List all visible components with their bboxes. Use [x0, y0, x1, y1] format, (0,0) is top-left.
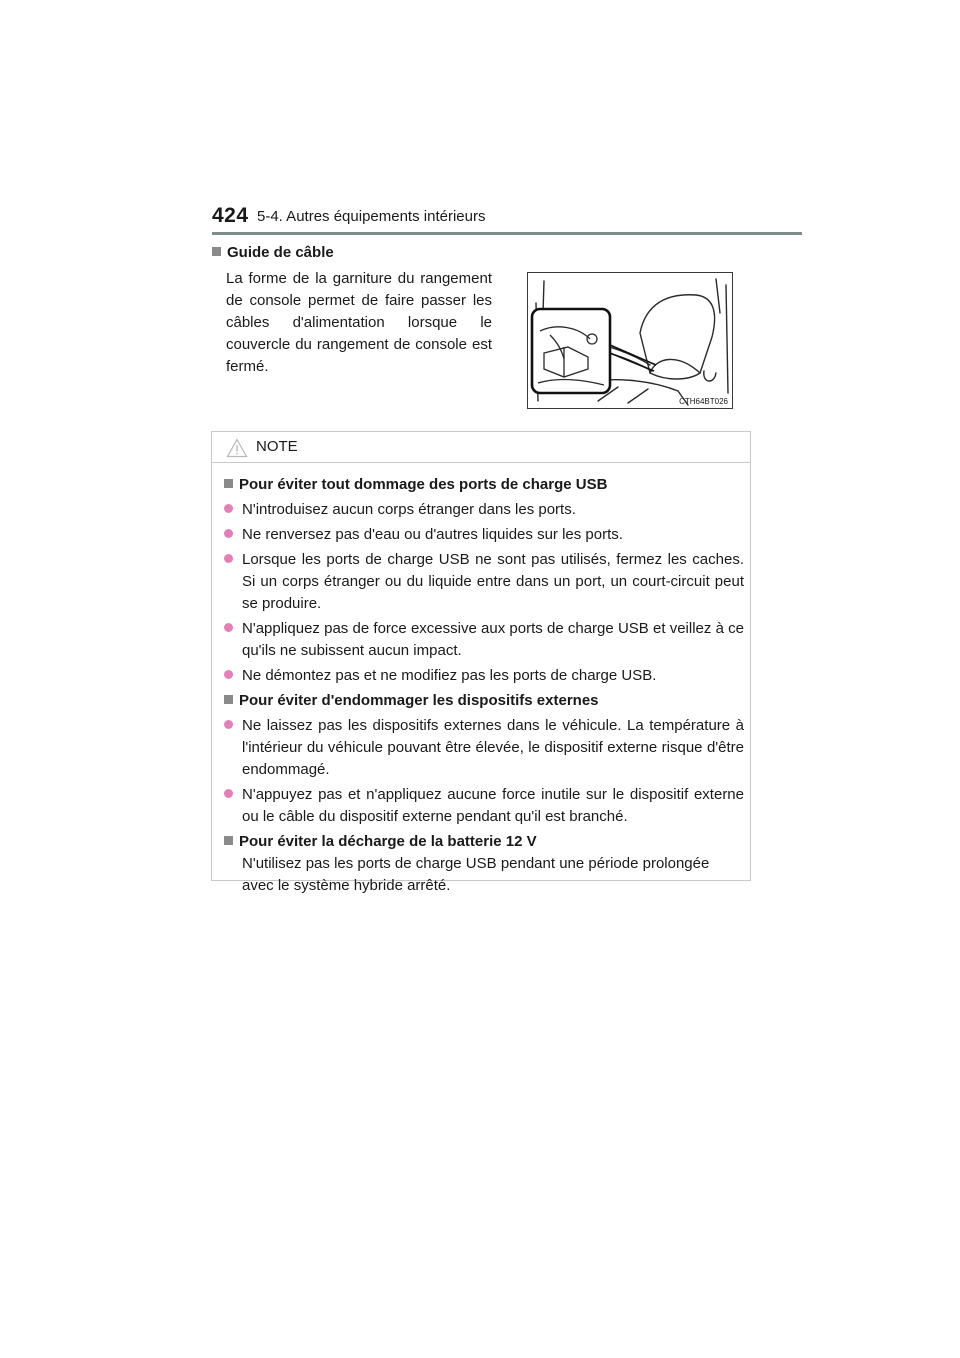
note-content — [224, 474, 744, 897]
cable-guide-body: La forme de la garniture du rangement de console permet de faire passer les câbles d'alimentation lorsque le couvercle du rangement de console est fermé. — [226, 270, 492, 375]
note-section-heading: Pour éviter d'endommager les dispositifs externes — [224, 690, 744, 712]
bullet-icon — [224, 670, 233, 679]
note-section-heading: Pour éviter la décharge de la batterie 12 V — [224, 831, 744, 853]
bullet-icon — [224, 529, 233, 538]
figure-code: CTH64BT026 — [679, 397, 728, 406]
list-item: Ne démontez pas et ne modifiez pas les ports de charge USB. — [224, 665, 744, 687]
header-rule — [212, 232, 802, 235]
list-item: Ne laissez pas les dispositifs externes dans le véhicule. La température à l'intérieur du véhicule pouvant être élevée, le dispositif externe risque d'être endommagé. — [224, 715, 744, 781]
list-item: N'appuyez pas et n'appliquez aucune force inutile sur le dispositif externe ou le câble du dispositif externe pendant qu'il est branché. — [224, 784, 744, 828]
note-header — [212, 432, 750, 463]
square-marker-icon — [224, 836, 233, 845]
bullet-icon — [224, 623, 233, 632]
square-marker-icon — [224, 479, 233, 488]
bullet-icon — [224, 554, 233, 563]
note-label: NOTE — [256, 438, 298, 455]
list-item: Lorsque les ports de charge USB ne sont pas utilisés, fermez les caches. Si un corps étranger ou du liquide entre dans un port, un court-circuit peut se produire. — [224, 549, 744, 615]
list-item: N'introduisez aucun corps étranger dans les ports. — [224, 499, 744, 521]
page-number: 424 — [212, 204, 249, 227]
list-item: Ne renversez pas d'eau ou d'autres liquides sur les ports. — [224, 524, 744, 546]
bullet-icon — [224, 720, 233, 729]
warning-triangle-icon — [226, 438, 248, 458]
note-section-heading: Pour éviter tout dommage des ports de charge USB — [224, 474, 744, 496]
note-paragraph: N'utilisez pas les ports de charge USB pendant une période prolongée avec le système hybride arrêté. — [242, 855, 710, 894]
console-cable-illustration — [527, 272, 733, 409]
page-header — [212, 204, 802, 238]
list-item: N'appliquez pas de force excessive aux ports de charge USB et veillez à ce qu'ils ne subissent aucun impact. — [224, 618, 744, 662]
bullet-icon — [224, 789, 233, 798]
square-marker-icon — [212, 247, 221, 256]
cable-guide-heading: Guide de câble — [212, 244, 334, 261]
section-title: 5-4. Autres équipements intérieurs — [257, 208, 486, 225]
bullet-icon — [224, 504, 233, 513]
square-marker-icon — [224, 695, 233, 704]
console-drawing — [528, 273, 734, 410]
note-box — [211, 431, 751, 894]
